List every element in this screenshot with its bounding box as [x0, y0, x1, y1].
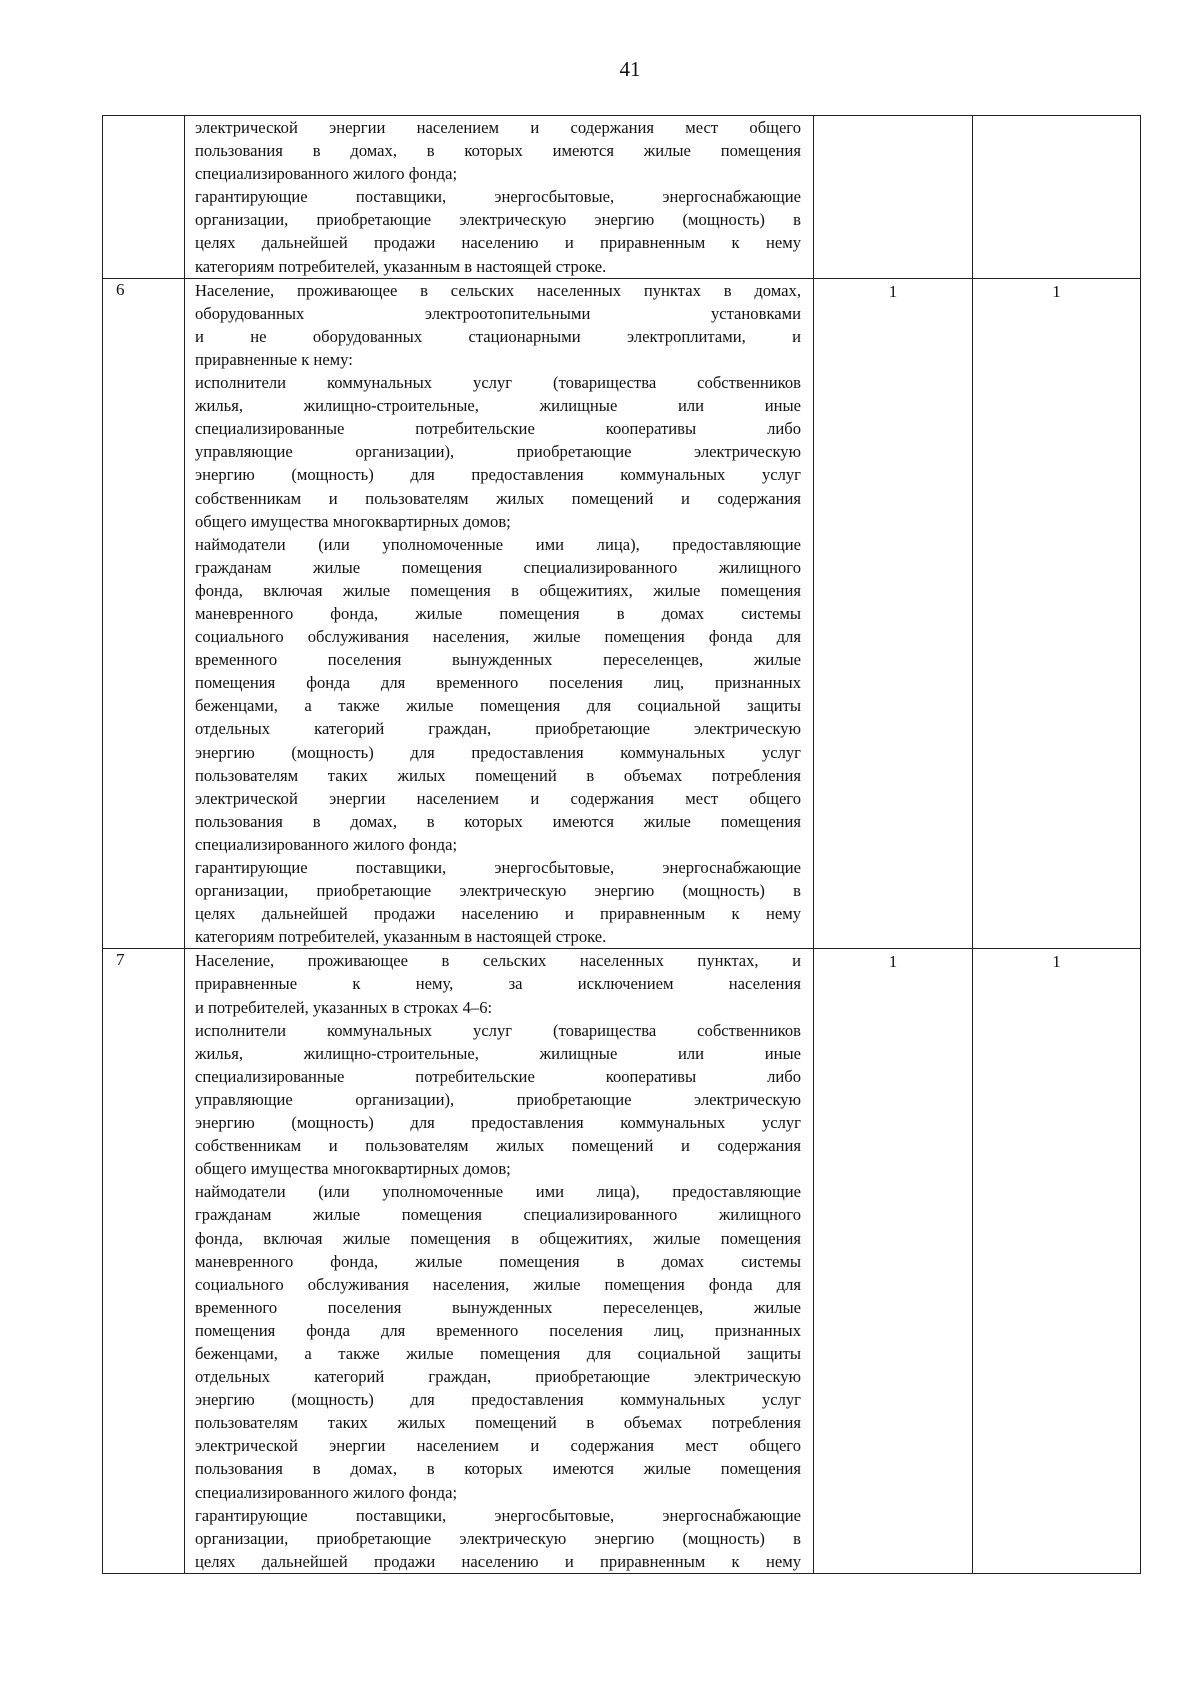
text-line: категориям потребителей, указанным в настоящей строке.	[195, 256, 607, 276]
text-line: энергию (мощность) для предоставления коммунальных услуг	[195, 465, 801, 485]
value-col4	[973, 116, 1140, 117]
text-line: целях дальнейшей продажи населению и приравненным к нему	[195, 904, 801, 924]
value-col3: 1	[888, 281, 898, 301]
text-line: управляющие организации), приобретающие электрическую	[195, 1089, 801, 1109]
text-line: гарантирующие поставщики, энергосбытовые, энергоснабжающие	[195, 187, 801, 207]
row-number: 7	[116, 950, 125, 970]
text-line: наймодатели (или уполномоченные ими лица), предоставляющие	[195, 1182, 801, 1202]
text-line: пользования в домах, в которых имеются жилые помещения	[195, 141, 801, 161]
page-number: 41	[619, 57, 641, 81]
text-line: наймодатели (или уполномоченные ими лица), предоставляющие	[195, 534, 801, 554]
text-line: оборудованных электроотопительными установками	[195, 303, 801, 323]
value-col4: 1	[1052, 952, 1061, 972]
tariff-table	[102, 115, 1141, 1574]
value-col3: 1	[888, 952, 898, 972]
row-number-cell	[103, 116, 185, 279]
text-line: собственникам и пользователям жилых помещений и содержания	[195, 1136, 801, 1156]
value-cell-col3	[814, 116, 973, 279]
text-line: беженцами, а также жилые помещения для социальной защиты	[195, 696, 801, 716]
text-line: Население, проживающее в сельских населенных пунктах, и	[195, 951, 801, 971]
text-line: отдельных категорий граждан, приобретающие электрическую	[195, 719, 801, 739]
value-cell-col4	[973, 116, 1141, 279]
text-line: специализированного жилого фонда;	[195, 1482, 458, 1502]
text-line: организации, приобретающие электрическую энергию (мощность) в	[195, 1528, 801, 1548]
text-line: специализированного жилого фонда;	[195, 164, 458, 184]
text-line: исполнители коммунальных услуг (товарищества собственников	[195, 373, 801, 393]
text-line: гарантирующие поставщики, энергосбытовые, энергоснабжающие	[195, 1505, 801, 1525]
row-description-cell	[185, 949, 814, 1574]
text-line: гражданам жилые помещения специализированного жилищного	[195, 1205, 801, 1225]
text-line: беженцами, а также жилые помещения для социальной защиты	[195, 1343, 801, 1363]
row-number: 6	[116, 279, 125, 299]
value-cell-col3	[814, 949, 973, 1574]
text-line: социального обслуживания населения, жилые помещения фонда для	[195, 627, 801, 647]
text-line: пользователям таких жилых помещений в объемах потребления	[195, 765, 801, 785]
row-description-cell	[185, 116, 814, 279]
text-line: энергию (мощность) для предоставления коммунальных услуг	[195, 1113, 801, 1133]
text-line: категориям потребителей, указанным в настоящей строке.	[195, 927, 607, 947]
text-line: электрической энергии населением и содержания мест общего	[195, 788, 801, 808]
value-col3	[814, 116, 972, 117]
text-line: управляющие организации), приобретающие электрическую	[195, 442, 801, 462]
value-col4: 1	[1052, 281, 1061, 301]
text-line: отдельных категорий граждан, приобретающие электрическую	[195, 1367, 801, 1387]
table-row	[103, 116, 1141, 279]
text-line: приравненные к нему:	[195, 349, 353, 369]
text-line: социального обслуживания населения, жилые помещения фонда для	[195, 1274, 801, 1294]
text-line: и не оборудованных стационарными электроплитами, и	[195, 326, 801, 346]
row-number-cell	[103, 278, 185, 949]
text-line: приравненные к нему, за исключением населения	[195, 974, 801, 994]
text-line: общего имущества многоквартирных домов;	[195, 1159, 511, 1179]
text-line: энергию (мощность) для предоставления коммунальных услуг	[195, 742, 801, 762]
text-line: специализированные потребительские кооперативы либо	[195, 419, 801, 439]
text-line: электрической энергии населением и содержания мест общего	[195, 1436, 801, 1456]
text-line: исполнители коммунальных услуг (товарищества собственников	[195, 1020, 801, 1040]
text-line: пользователям таких жилых помещений в объемах потребления	[195, 1413, 801, 1433]
value-cell-col4	[973, 278, 1141, 949]
text-line: и потребителей, указанных в строках 4–6:	[195, 997, 493, 1017]
text-line: организации, приобретающие электрическую энергию (мощность) в	[195, 881, 801, 901]
table-body	[103, 116, 1141, 1574]
text-line: фонда, включая жилые помещения в общежитиях, жилые помещения	[195, 580, 801, 600]
text-line: маневренного фонда, жилые помещения в домах системы	[195, 603, 801, 623]
text-line: целях дальнейшей продажи населению и приравненным к нему	[195, 1551, 801, 1571]
text-line: фонда, включая жилые помещения в общежитиях, жилые помещения	[195, 1228, 801, 1248]
row-number-cell	[103, 949, 185, 1574]
text-line: электрической энергии населением и содержания мест общего	[195, 118, 801, 137]
text-line: организации, приобретающие электрическую энергию (мощность) в	[195, 210, 801, 230]
text-line: маневренного фонда, жилые помещения в домах системы	[195, 1251, 801, 1271]
text-line: помещения фонда для временного поселения лиц, признанных	[195, 673, 801, 693]
value-cell-col3	[814, 278, 973, 949]
text-line: собственникам и пользователям жилых помещений и содержания	[195, 488, 801, 508]
text-line: Население, проживающее в сельских населенных пунктах в домах,	[195, 280, 801, 300]
text-line: гражданам жилые помещения специализированного жилищного	[195, 557, 801, 577]
text-line: жилья, жилищно-строительные, жилищные или иные	[195, 396, 801, 416]
text-line: специализированного жилого фонда;	[195, 834, 458, 854]
text-line: общего имущества многоквартирных домов;	[195, 511, 511, 531]
value-cell-col4	[973, 949, 1141, 1574]
text-line: жилья, жилищно-строительные, жилищные или иные	[195, 1043, 801, 1063]
table-row	[103, 278, 1141, 949]
row-description-cell	[185, 278, 814, 949]
text-line: гарантирующие поставщики, энергосбытовые, энергоснабжающие	[195, 858, 801, 877]
text-line: помещения фонда для временного поселения лиц, признанных	[195, 1320, 801, 1340]
text-line: временного поселения вынужденных переселенцев, жилые	[195, 1297, 801, 1317]
text-line: пользования в домах, в которых имеются жилые помещения	[195, 811, 801, 831]
text-line: энергию (мощность) для предоставления коммунальных услуг	[195, 1390, 801, 1410]
text-line: целях дальнейшей продажи населению и приравненным к нему	[195, 233, 801, 253]
table-row	[103, 949, 1141, 1574]
text-line: пользования в домах, в которых имеются жилые помещения	[195, 1459, 801, 1479]
text-line: временного поселения вынужденных переселенцев, жилые	[195, 650, 801, 670]
text-line: специализированные потребительские кооперативы либо	[195, 1066, 801, 1086]
